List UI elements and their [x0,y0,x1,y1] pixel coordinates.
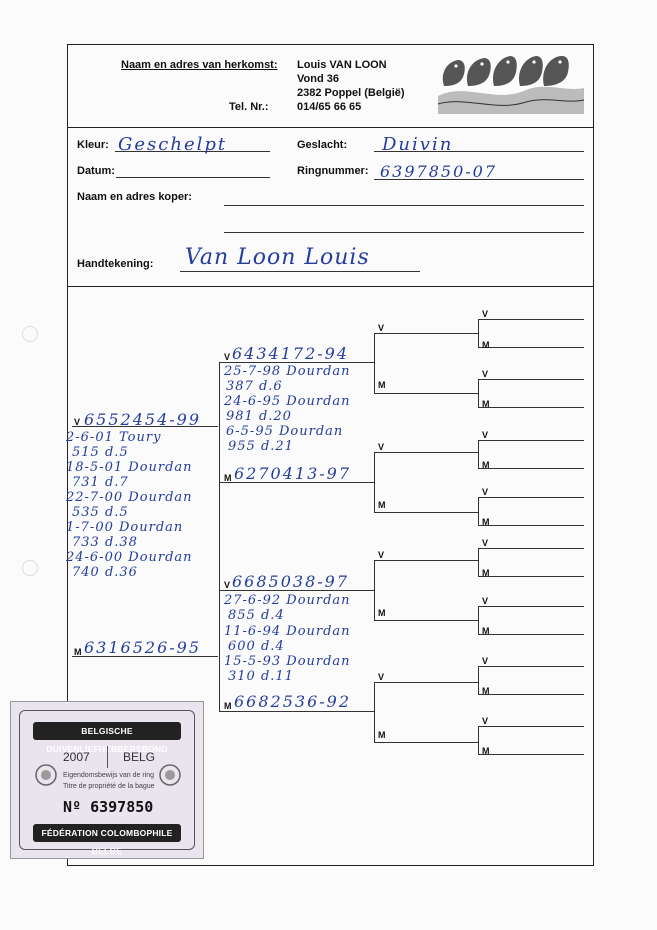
gen3-bracket-1 [374,333,375,393]
gen4-line-9 [478,548,584,549]
dam-dam-marker: M [224,701,232,711]
marker-v: V [482,430,489,440]
parents-bracket [219,362,220,711]
marker-m: M [482,340,490,350]
gen4-bracket-2 [478,379,479,407]
sire-result-line: 535 d.5 [72,505,129,520]
ring-label: Ringnummer: [297,165,369,177]
gen4-bracket-4 [478,497,479,525]
buyer-label: Naam en adres koper: [77,191,192,203]
phone-label: Tel. Nr.: [229,101,269,113]
card-ring-number: Nº 6397850 [63,798,154,816]
gen3-bracket-2 [374,452,375,512]
sire-result-line: 733 d.38 [72,535,138,550]
gen4-line-15 [478,726,584,727]
gen3-line-3 [374,452,478,453]
marker-v: V [378,672,385,682]
gen3-line-8 [374,742,478,743]
sire-dam-ring: 6270413-97 [234,464,352,483]
signature-value: Van Loon Louis [185,245,370,270]
marker-v: V [482,487,489,497]
color-label: Kleur: [77,139,109,151]
gen4-line-11 [478,606,584,607]
gen4-line-4 [478,407,584,408]
gen4-bracket-3 [478,440,479,468]
gen3-line-2 [374,393,478,394]
marker-v: V [482,656,489,666]
date-label: Datum: [77,165,115,177]
ring-value: 6397850-07 [380,162,498,181]
marker-m: M [482,517,490,527]
card-divider [107,746,108,768]
dam-sire-result: 15-5-93 Dourdan [224,654,351,669]
dam-sire-ring: 6685038-97 [232,572,350,591]
gen4-line-13 [478,666,584,667]
card-line-fr: Titre de propriété de la bague [63,783,155,790]
sire-result-line: 740 d.36 [72,565,138,580]
sire-sire-result: 25-7-98 Dourdan [224,364,351,379]
breeder-name: Louis VAN LOON [297,59,387,71]
sire-sire-marker: V [224,352,231,362]
gen4-line-5 [478,440,584,441]
gen4-bracket-5 [478,548,479,576]
card-line-nl: Eigendomsbewijs van de ring [63,772,155,779]
dam-dam-line [219,711,374,712]
gen3-line-7 [374,682,478,683]
divider-form [67,286,594,287]
marker-v: V [482,596,489,606]
card-ornament-left [33,762,59,788]
gen4-line-16 [478,754,584,755]
marker-m: M [482,626,490,636]
sire-marker: V [74,417,81,427]
dam-ring: 6316526-95 [84,638,202,657]
card-top-banner: BELGISCHE DUIVENLIEFHEBBERSBOND [33,722,181,740]
gen4-bracket-6 [478,606,479,634]
marker-m: M [482,399,490,409]
gen4-line-10 [478,576,584,577]
marker-m: M [482,686,490,696]
marker-m: M [378,608,386,618]
dam-sire-result: 310 d.11 [228,669,294,684]
dam-sire-marker: V [224,580,231,590]
gen4-line-12 [478,634,584,635]
sire-result-line: 22-7-00 Dourdan [66,490,193,505]
gen3-line-1 [374,333,478,334]
gen4-bracket-7 [478,666,479,694]
sire-ring: 6552454-99 [84,410,202,429]
color-value: Geschelpt [118,134,228,155]
ring-ownership-card [10,701,204,859]
dam-sire-result: 27-6-92 Dourdan [224,593,351,608]
gen4-line-6 [478,468,584,469]
date-line [116,177,270,178]
sex-value: Duivin [382,134,454,155]
marker-v: V [378,550,385,560]
card-year: 2007 [63,750,90,764]
marker-v: V [378,442,385,452]
sire-sire-result: 955 d.21 [228,439,294,454]
sire-sire-result: 981 d.20 [226,409,292,424]
marker-m: M [482,746,490,756]
buyer-line-1 [224,205,584,206]
marker-m: M [378,730,386,740]
marker-m: M [378,500,386,510]
marker-v: V [482,716,489,726]
gen3-line-6 [374,620,478,621]
dam-dam-ring: 6682536-92 [234,692,352,711]
punch-hole-top [22,326,38,342]
gen3-line-5 [374,560,478,561]
sire-dam-marker: M [224,473,232,483]
breeder-phone: 014/65 66 65 [297,101,362,113]
buyer-line-2 [224,232,584,233]
gen3-bracket-3 [374,560,375,620]
marker-v: V [482,538,489,548]
marker-v: V [482,309,489,319]
gen4-line-3 [478,379,584,380]
gen4-line-7 [478,497,584,498]
sire-result-line: 2-6-01 Toury [66,430,162,445]
gen4-bracket-1 [478,319,479,347]
gen4-line-14 [478,694,584,695]
signature-label: Handtekening: [77,258,154,270]
sire-result-line: 515 d.5 [72,445,129,460]
card-country: BELG [123,750,156,764]
sire-sire-ring: 6434172-94 [232,344,350,363]
punch-hole-bottom [22,560,38,576]
gen3-line-4 [374,512,478,513]
sire-result-line: 24-6-00 Dourdan [66,550,193,565]
sire-result-line: 1-7-00 Dourdan [66,520,184,535]
divider-header [67,127,594,128]
marker-m: M [482,568,490,578]
dam-sire-result: 855 d.4 [228,608,285,623]
signature-line [180,271,420,272]
breeder-city: 2382 Poppel (België) [297,87,405,99]
marker-v: V [378,323,385,333]
card-ornament-right [157,762,183,788]
pigeon-heads-logo [436,52,586,120]
dam-sire-result: 11-6-94 Dourdan [224,624,351,639]
sex-label: Geslacht: [297,139,348,151]
sire-result-line: 731 d.7 [72,475,129,490]
dam-sire-result: 600 d.4 [228,639,285,654]
sire-sire-result: 6-5-95 Dourdan [226,424,344,439]
marker-m: M [482,460,490,470]
sire-result-line: 18-5-01 Dourdan [66,460,193,475]
sire-sire-result: 387 d.6 [226,379,283,394]
sire-sire-result: 24-6-95 Dourdan [224,394,351,409]
gen4-line-1 [478,319,584,320]
card-bottom-banner: FÉDÉRATION COLOMBOPHILE BELGE [33,824,181,842]
gen4-line-8 [478,525,584,526]
gen3-bracket-4 [374,682,375,742]
dam-marker: M [74,647,82,657]
marker-v: V [482,369,489,379]
marker-m: M [378,380,386,390]
origin-label: Naam en adres van herkomst: [121,59,278,71]
breeder-street: Vond 36 [297,73,339,85]
gen4-line-2 [478,347,584,348]
gen4-bracket-8 [478,726,479,754]
